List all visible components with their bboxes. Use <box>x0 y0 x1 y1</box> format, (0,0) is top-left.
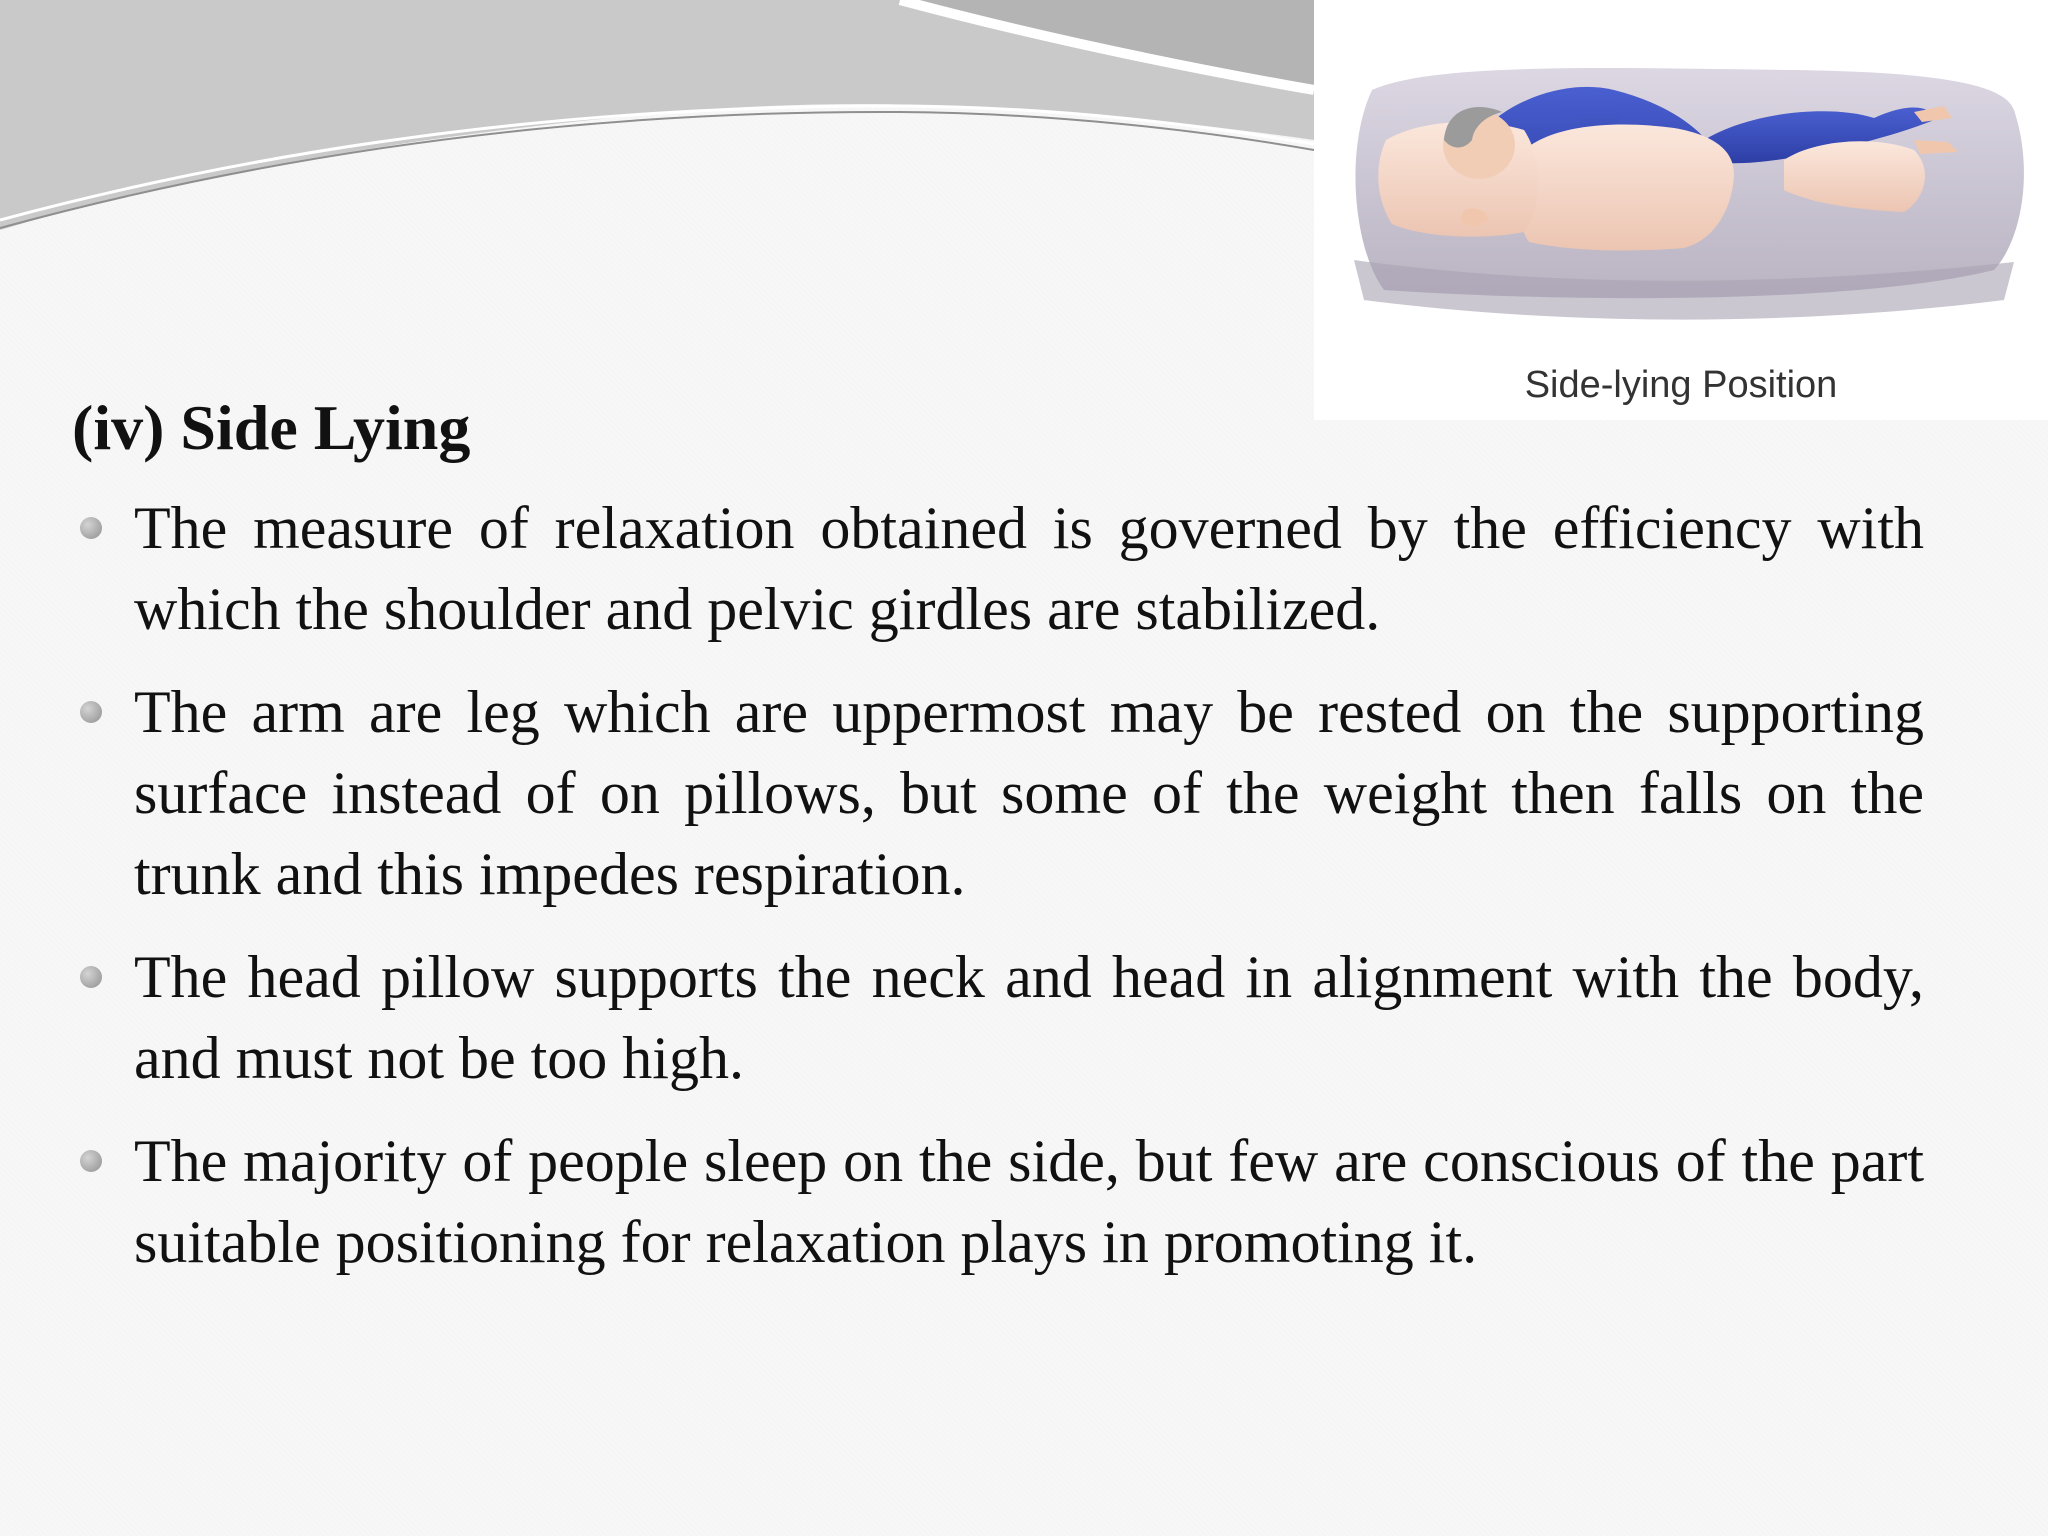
bullet-list <box>72 488 1924 1305</box>
list-item <box>72 672 1924 915</box>
side-lying-illustration <box>1314 0 2048 420</box>
illustration-caption: Side-lying Position <box>1524 364 1838 406</box>
bullet-text: The head pillow supports the neck and head in alignment with the body, and must not be too high. <box>134 944 1924 1091</box>
decorative-swoosh <box>0 0 1314 240</box>
bullet-text: The arm are leg which are uppermost may be rested on the supporting surface instead of on pillows, but some of the weight then falls on the trunk and this impedes respiration. <box>134 679 1924 907</box>
bullet-text: The measure of relaxation obtained is governed by the efficiency with which the shoulder and pelvic girdles are stabilized. <box>134 495 1924 642</box>
bullet-text: The majority of people sleep on the side, but few are conscious of the part suitable positioning for relaxation plays in promoting it. <box>134 1128 1924 1275</box>
bullet-dot-icon <box>80 517 102 539</box>
bullet-dot-icon <box>80 1150 102 1172</box>
bullet-dot-icon <box>80 966 102 988</box>
list-item <box>72 937 1924 1099</box>
list-item <box>72 488 1924 650</box>
section-heading: (iv) Side Lying <box>72 392 471 463</box>
list-item <box>72 1121 1924 1283</box>
bullet-dot-icon <box>80 701 102 723</box>
side-lying-figure-image <box>1314 0 2048 420</box>
